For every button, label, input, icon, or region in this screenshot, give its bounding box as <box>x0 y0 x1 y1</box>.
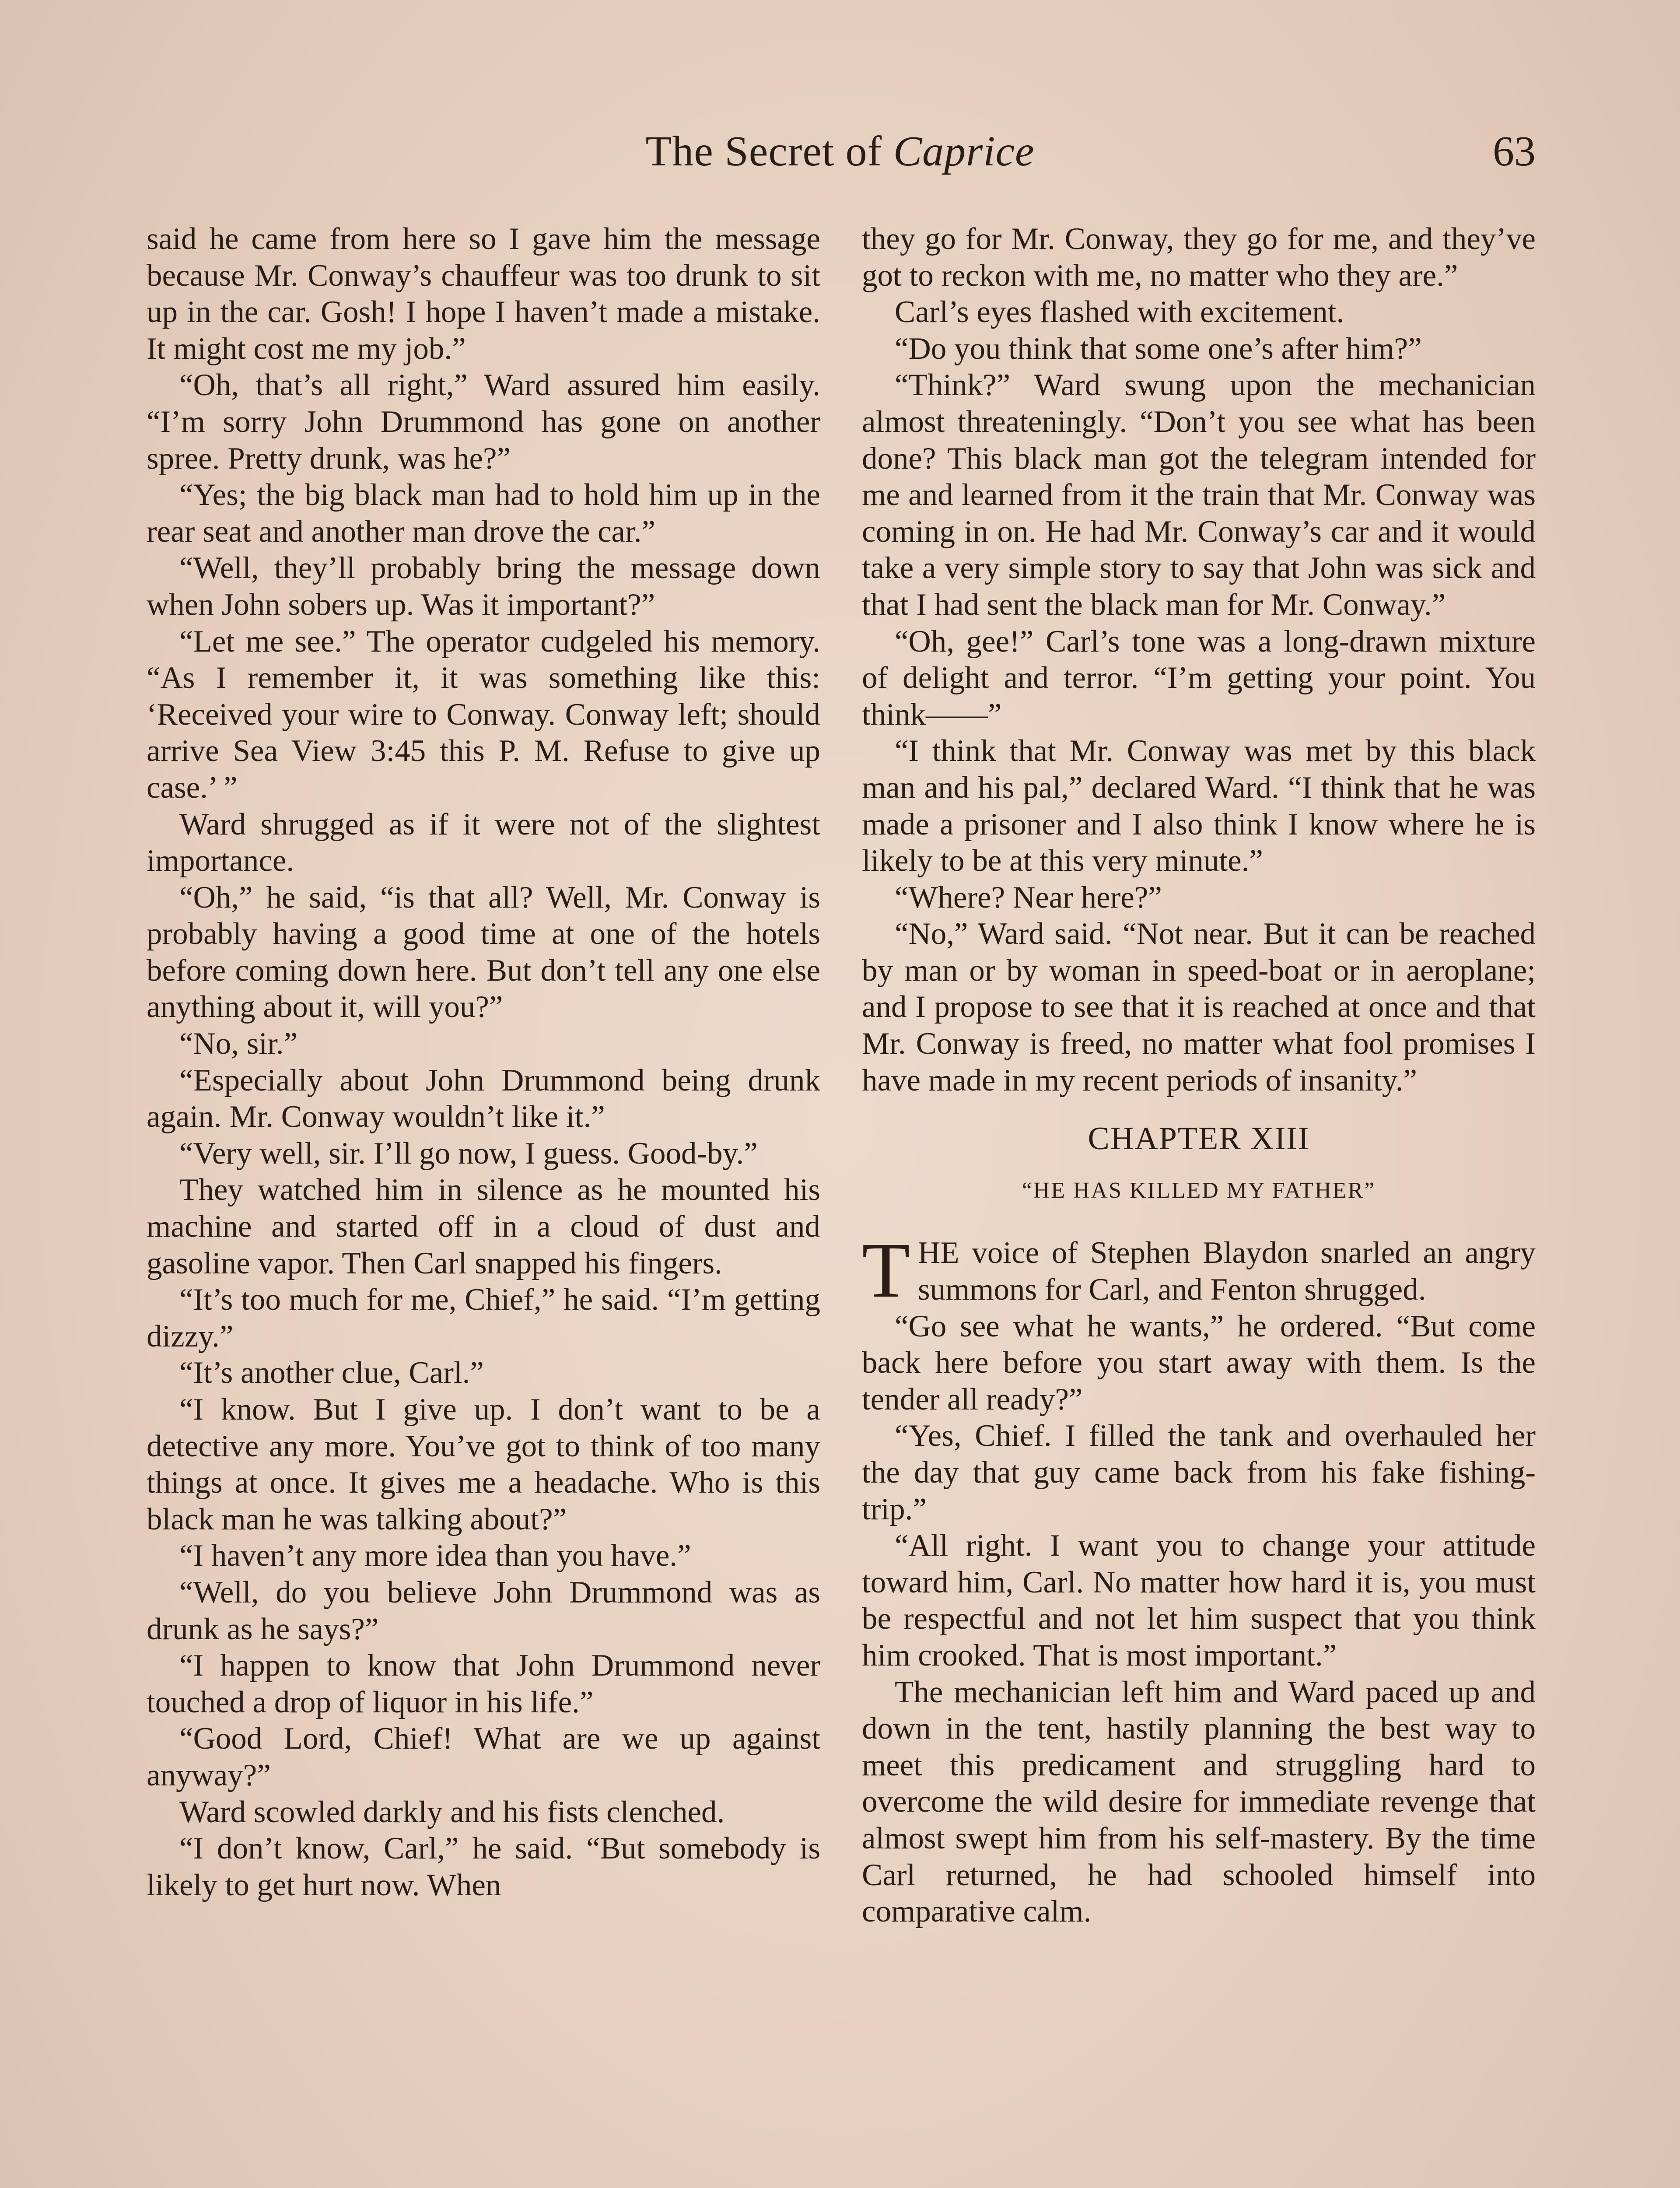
paragraph: “Oh,” he said, “is that all? Well, Mr. Conway is probably having a good time at one of the hotels before coming down here. But don’t tell any one else anything about it, will you?” <box>147 880 820 1024</box>
paragraph: “It’s another clue, Carl.” <box>179 1356 484 1390</box>
right-column <box>862 221 1536 1930</box>
running-title <box>144 127 1536 176</box>
paragraph: “Well, do you believe John Drummond was as drunk as he says?” <box>147 1575 820 1646</box>
paragraph: said he came from here so I gave him the message because Mr. Conway’s chauffeur was too drunk to sit up in the car. Gosh! I hope I haven’t made a mistake. It might cost me my job.” <box>147 222 820 366</box>
paragraph: “Oh, gee!” Carl’s tone was a long-drawn mixture of delight and terror. “I’m getting your point. You think——” <box>862 624 1536 732</box>
paragraph: “Do you think that some one’s after him?” <box>895 331 1422 366</box>
paragraph: “Yes; the big black man had to hold him up in the rear seat and another man drove the car.” <box>147 478 820 549</box>
paragraph: “It’s too much for me, Chief,” he said. “I’m getting dizzy.” <box>147 1283 820 1353</box>
paragraph: “Well, they’ll probably bring the message down when John sobers up. Was it important?” <box>147 551 820 622</box>
paragraph: they go for Mr. Conway, they go for me, and they’ve got to reckon with me, no matter who they are.” <box>862 222 1536 293</box>
paragraph: Carl’s eyes flashed with excitement. <box>895 295 1344 330</box>
paragraph: “Oh, that’s all right,” Ward assured him easily. “I’m sorry John Drummond has gone on another spree. Pretty drunk, was he?” <box>147 368 820 476</box>
paragraph: “No,” Ward said. “Not near. But it can be reached by man or by woman in speed-boat or in aeroplane; and I propose to see that it is reached at once and that Mr. Conway is freed, no matter what fool promises I have made in my recent periods of insanity.” <box>862 917 1536 1098</box>
page-number: 63 <box>1493 128 1536 175</box>
paragraph: The mechanician left him and Ward paced up and down in the tent, hastily planning the best way to meet this predicament and struggling hard to overcome the wild desire for immediate revenge that almost swept him from his self-mastery. By the time Carl returned, he had schooled himself into comparative calm. <box>862 1675 1536 1929</box>
running-title-italic: Caprice <box>893 128 1035 175</box>
right-column-before-chapter <box>862 221 1536 1099</box>
paragraph: “Go see what he wants,” he ordered. “But come back here before you start away with them. Is the tender all ready?” <box>862 1309 1536 1417</box>
chapter-title: CHAPTER XIII <box>1088 1121 1310 1157</box>
paragraph: They watched him in silence as he mounted his machine and started off in a cloud of dust and gasoline vapor. Then Carl snapped his fingers. <box>147 1173 820 1280</box>
paragraph: “Yes, Chief. I filled the tank and overhauled her the day that guy came back from his fake fishing-trip.” <box>862 1419 1536 1526</box>
chapter-opening-paragraph <box>862 1227 1536 1314</box>
running-header <box>144 127 1536 193</box>
paragraph: “Think?” Ward swung upon the mechanician almost threateningly. “Don’t you see what has been done? This black man got the telegram intended for me and learned from it the train that Mr. Conway was coming in on. He had Mr. Conway’s car and it would take a very simple story to say that John was sick and that I had sent the black man for Mr. Conway.” <box>862 368 1536 622</box>
paragraph: “Good Lord, Chief! What are we up against anyway?” <box>147 1722 820 1792</box>
right-column-after-chapter <box>862 1308 1536 1930</box>
paragraph: “I don’t know, Carl,” he said. “But somebody is likely to get hurt now. When <box>147 1831 820 1902</box>
paragraph: “Let me see.” The operator cudgeled his memory. “As I remember it, it was something like this: ‘Received your wire to Conway. Conway left; should arrive Sea View 3:45 this P. M. Refuse to give up case.’ ” <box>147 624 820 805</box>
paragraph: “I think that Mr. Conway was met by this black man and his pal,” declared Ward. “I think that he was made a prisoner and I also think I know where he is likely to be at this very minute.” <box>862 734 1536 878</box>
paragraph: “Where? Near here?” <box>895 880 1162 915</box>
paragraph: “I haven’t any more idea than you have.” <box>179 1539 691 1573</box>
paragraph: Ward scowled darkly and his fists clenched. <box>179 1795 725 1829</box>
paragraph: “No, sir.” <box>179 1027 298 1061</box>
chapter-subtitle: “HE HAS KILLED MY FATHER” <box>1022 1178 1376 1203</box>
opening-text: HE voice of Stephen Blaydon snarled an angry summons for Carl, and Fenton shrugged. <box>917 1236 1536 1307</box>
paragraph: “Especially about John Drummond being drunk again. Mr. Conway wouldn’t like it.” <box>147 1063 820 1134</box>
paragraph: “I know. But I give up. I don’t want to be a detective any more. You’ve got to think of too many things at once. It gives me a headache. Who is this black man he was talking about?” <box>147 1392 820 1536</box>
paragraph: Ward shrugged as if it were not of the slightest importance. <box>147 807 820 878</box>
paragraph: “Very well, sir. I’ll go now, I guess. Good-by.” <box>179 1136 758 1171</box>
left-column <box>147 221 820 1904</box>
paragraph: “All right. I want you to change your attitude toward him, Carl. No matter how hard it is, you must be respectful and not let him suspect that you think him crooked. That is most important.” <box>862 1529 1536 1673</box>
drop-cap: T <box>862 1227 910 1314</box>
paragraph: “I happen to know that John Drummond never touched a drop of liquor in his life.” <box>147 1648 820 1719</box>
running-title-plain: The Secret of <box>645 128 893 175</box>
